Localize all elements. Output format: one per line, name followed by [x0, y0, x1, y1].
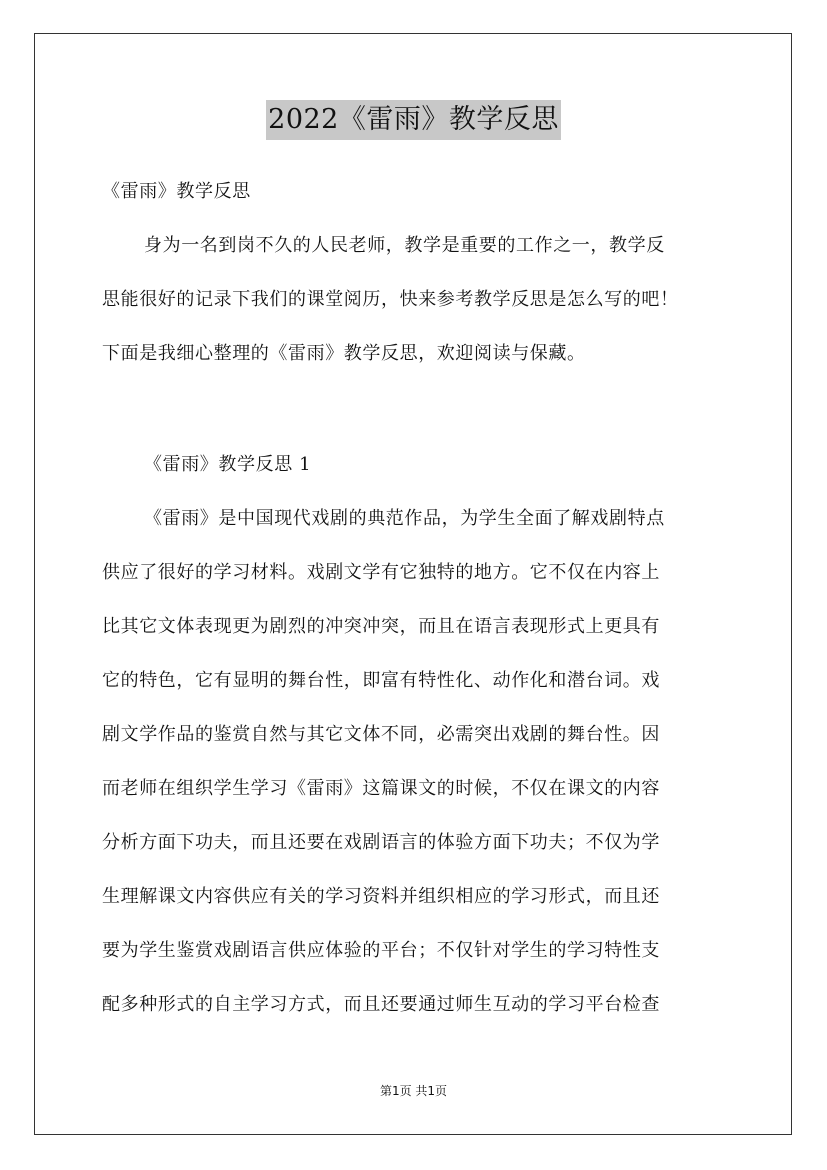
section-line: 而老师在组织学生学习《雷雨》这篇课文的时候，不仅在课文的内容	[102, 778, 660, 799]
section-line: 剧文学作品的鉴赏自然与其它文体不同，必需突出戏剧的舞台性。因	[102, 724, 660, 745]
page-footer: 第1页 共1页	[379, 1084, 448, 1098]
section-line: 配多种形式的自主学习方式，而且还要通过师生互动的学习平台检查	[102, 994, 660, 1015]
section-line: 供应了很好的学习材料。戏剧文学有它独特的地方。它不仅在内容上	[102, 562, 660, 583]
title-container	[0, 100, 827, 140]
document-body-section	[102, 438, 726, 1032]
section-line: 它的特色，它有显明的舞台性，即富有特性化、动作化和潜台词。戏	[102, 670, 660, 691]
intro-line: 身为一名到岗不久的人民老师，教学是重要的工作之一，教学反	[144, 235, 665, 256]
section-line: 《雷雨》是中国现代戏剧的典范作品，为学生全面了解戏剧特点	[144, 508, 665, 529]
intro-line: 下面是我细心整理的《雷雨》教学反思，欢迎阅读与保藏。	[102, 343, 586, 364]
section-line: 要为学生鉴赏戏剧语言供应体验的平台；不仅针对学生的学习特性支	[102, 940, 660, 961]
section-heading: 《雷雨》教学反思 1	[144, 454, 312, 475]
document-title: 2022《雷雨》教学反思	[266, 100, 561, 140]
section-line: 分析方面下功夫，而且还要在戏剧语言的体验方面下功夫；不仅为学	[102, 832, 660, 853]
section-line: 比其它文体表现更为剧烈的冲突冲突，而且在语言表现形式上更具有	[102, 616, 660, 637]
document-body-intro	[102, 165, 726, 381]
intro-line: 思能很好的记录下我们的课堂阅历，快来参考教学反思是怎么写的吧！	[102, 289, 679, 310]
section-line: 生理解课文内容供应有关的学习资料并组织相应的学习形式，而且还	[102, 886, 660, 907]
document-subtitle: 《雷雨》教学反思	[102, 181, 251, 202]
